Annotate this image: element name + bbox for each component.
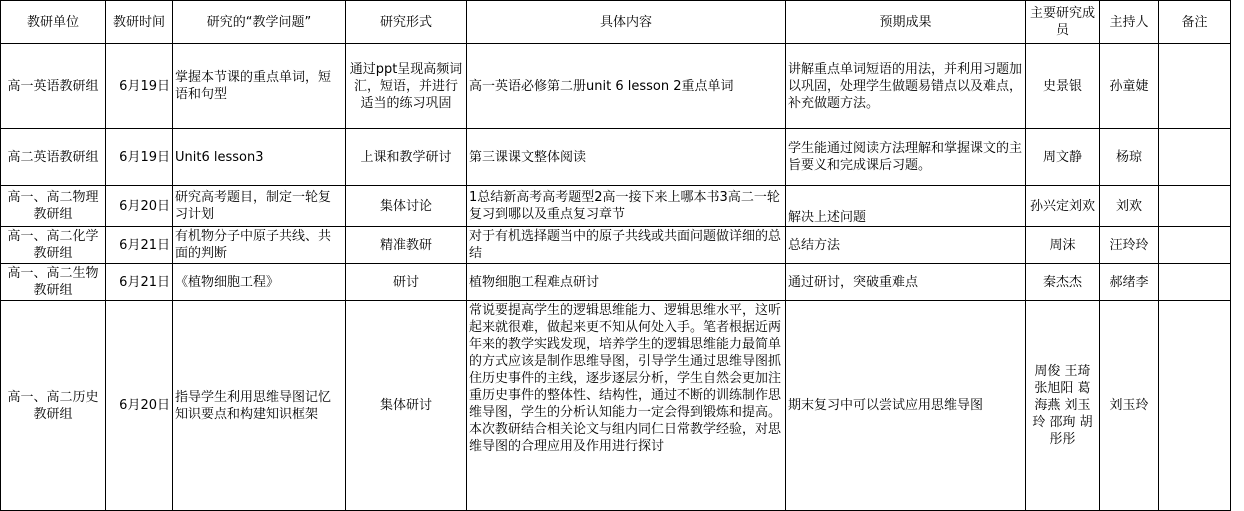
cell-unit: 高一、高二物理教研组 bbox=[1, 186, 106, 227]
cell-content: 对于有机选择题当中的原子共线或共面问题做详细的总结 bbox=[467, 227, 786, 264]
long-content-text: 常说要提高学生的逻辑思维能力、逻辑思维水平，这听起来就很难，做起来更不知从何处入手。笔者根据近两年来的教学实践发现，培养学生的逻辑思维能力最简单的方式应该是制作思维导图，引导学生通过思维导图抓住历史事件的主线，逐步逐层分析，学生自然会更加注重历史事件的整体性、结构性，通过不断的训练制作思维导图，学生的分析认知能力一定会得到锻炼和提高。本次教研结合相关论文与组内同仁日常教学经验，对思维导图的合理应用及作用进行探讨 bbox=[469, 303, 782, 454]
cell-form: 研讨 bbox=[346, 264, 467, 301]
cell-host: 郝绪李 bbox=[1100, 264, 1159, 301]
header-time: 教研时间 bbox=[106, 1, 173, 44]
header-members: 主要研究成员 bbox=[1026, 1, 1100, 44]
cell-unit: 高一英语教研组 bbox=[1, 44, 106, 129]
cell-outcome: 学生能通过阅读方法理解和掌握课文的主旨要义和完成课后习题。 bbox=[786, 129, 1026, 186]
cell-remark bbox=[1159, 44, 1231, 129]
cell-host: 刘玉玲 bbox=[1100, 301, 1159, 511]
cell-problem: 研究高考题目，制定一轮复习计划 bbox=[173, 186, 346, 227]
cell-remark bbox=[1159, 129, 1231, 186]
cell-members: 史景银 bbox=[1026, 44, 1100, 129]
cell-unit: 高一、高二化学教研组 bbox=[1, 227, 106, 264]
cell-members: 周沫 bbox=[1026, 227, 1100, 264]
header-form: 研究形式 bbox=[346, 1, 467, 44]
cell-members: 秦杰杰 bbox=[1026, 264, 1100, 301]
header-unit: 教研单位 bbox=[1, 1, 106, 44]
header-host: 主持人 bbox=[1100, 1, 1159, 44]
cell-host: 孙童婕 bbox=[1100, 44, 1159, 129]
table-row bbox=[1, 301, 1231, 511]
cell-host: 杨琼 bbox=[1100, 129, 1159, 186]
cell-time: 6月20日 bbox=[106, 301, 173, 511]
header-problem: 研究的“教学问题” bbox=[173, 1, 346, 44]
cell-host: 汪玲玲 bbox=[1100, 227, 1159, 264]
cell-content: 高一英语必修第二册unit 6 lesson 2重点单词 bbox=[467, 44, 786, 129]
cell-form: 集体研讨 bbox=[346, 301, 467, 511]
header-remark: 备注 bbox=[1159, 1, 1231, 44]
cell-time: 6月19日 bbox=[106, 129, 173, 186]
cell-time: 6月21日 bbox=[106, 264, 173, 301]
cell-remark bbox=[1159, 301, 1231, 511]
cell-time: 6月20日 bbox=[106, 186, 173, 227]
cell-time: 6月21日 bbox=[106, 227, 173, 264]
cell-outcome: 期末复习中可以尝试应用思维导图 bbox=[786, 301, 1026, 511]
table-row bbox=[1, 264, 1231, 301]
cell-time: 6月19日 bbox=[106, 44, 173, 129]
table-row bbox=[1, 44, 1231, 129]
cell-content: 植物细胞工程难点研讨 bbox=[467, 264, 786, 301]
cell-problem: Unit6 lesson3 bbox=[173, 129, 346, 186]
header-row bbox=[1, 1, 1231, 44]
cell-remark bbox=[1159, 227, 1231, 264]
cell-members: 孙兴定刘欢 bbox=[1026, 186, 1100, 227]
cell-members: 周俊 王琦 张旭阳 葛海燕 刘玉玲 邵珣 胡彤彤 bbox=[1026, 301, 1100, 511]
cell-outcome: 通过研讨，突破重难点 bbox=[786, 264, 1026, 301]
cell-problem: 指导学生利用思维导图记忆知识要点和构建知识框架 bbox=[173, 301, 346, 511]
cell-form: 精准教研 bbox=[346, 227, 467, 264]
cell-form: 通过ppt呈现高频词汇，短语，并进行适当的练习巩固 bbox=[346, 44, 467, 129]
cell-outcome: 解决上述问题 bbox=[786, 186, 1026, 227]
cell-remark bbox=[1159, 186, 1231, 227]
cell-content: 1总结新高考高考题型2高一接下来上哪本书3高二一轮复习到哪以及重点复习章节 bbox=[467, 186, 786, 227]
cell-unit: 高一、高二生物教研组 bbox=[1, 264, 106, 301]
cell-content bbox=[467, 301, 786, 511]
header-content: 具体内容 bbox=[467, 1, 786, 44]
cell-outcome: 讲解重点单词短语的用法，并利用习题加以巩固，处理学生做题易错点以及难点，补充做题方法。 bbox=[786, 44, 1026, 129]
cell-problem: 掌握本节课的重点单词，短语和句型 bbox=[173, 44, 346, 129]
table-row bbox=[1, 186, 1231, 227]
cell-form: 集体讨论 bbox=[346, 186, 467, 227]
cell-host: 刘欢 bbox=[1100, 186, 1159, 227]
header-outcome: 预期成果 bbox=[786, 1, 1026, 44]
cell-form: 上课和教学研讨 bbox=[346, 129, 467, 186]
table-row bbox=[1, 227, 1231, 264]
cell-unit: 高二英语教研组 bbox=[1, 129, 106, 186]
cell-members: 周文静 bbox=[1026, 129, 1100, 186]
cell-outcome: 总结方法 bbox=[786, 227, 1026, 264]
cell-problem: 有机物分子中原子共线、共面的判断 bbox=[173, 227, 346, 264]
cell-unit: 高一、高二历史教研组 bbox=[1, 301, 106, 511]
table-row bbox=[1, 129, 1231, 186]
cell-problem: 《植物细胞工程》 bbox=[173, 264, 346, 301]
cell-remark bbox=[1159, 264, 1231, 301]
cell-content: 第三课课文整体阅读 bbox=[467, 129, 786, 186]
